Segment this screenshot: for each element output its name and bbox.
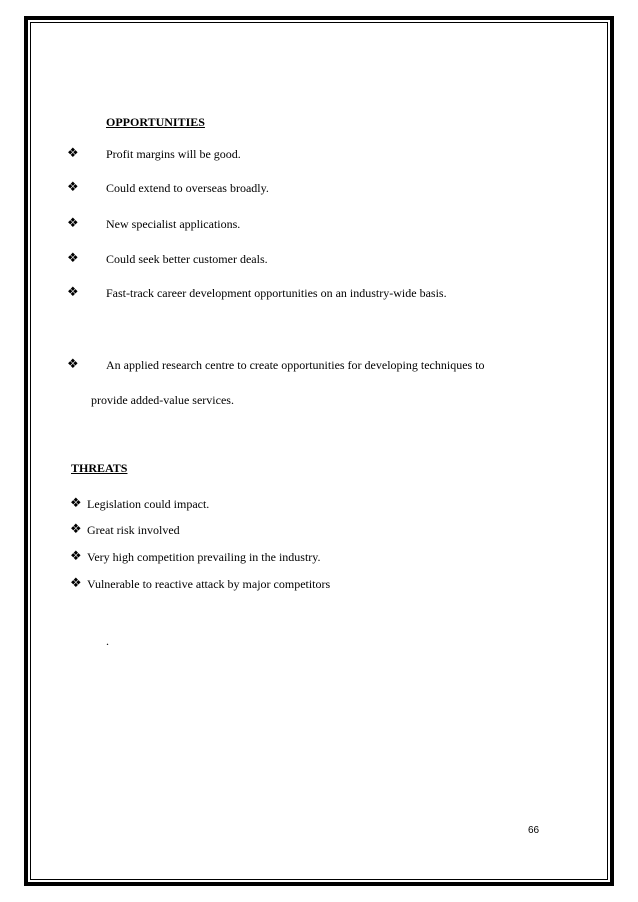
opportunity-item-6-continuation: provide added-value services. [91,393,234,407]
threat-item-2: Great risk involved [87,523,180,537]
threat-item-1: Legislation could impact. [87,497,210,511]
opportunity-item-1: Profit margins will be good. [106,147,241,161]
diamond-bullet-icon: ❖ [67,146,79,161]
opportunity-item-3: New specialist applications. [106,217,241,231]
trailing-period: . [106,634,109,648]
diamond-bullet-icon: ❖ [67,251,79,266]
opportunities-heading: OPPORTUNITIES [106,115,205,129]
opportunity-item-4: Could seek better customer deals. [106,252,268,266]
diamond-bullet-icon: ❖ [70,522,82,537]
diamond-bullet-icon: ❖ [67,216,79,231]
diamond-bullet-icon: ❖ [67,180,79,195]
diamond-bullet-icon: ❖ [70,496,82,511]
diamond-bullet-icon: ❖ [70,549,82,564]
threat-item-4: Vulnerable to reactive attack by major competitors [87,577,331,591]
threats-heading: THREATS [71,461,128,475]
opportunity-item-2: Could extend to overseas broadly. [106,181,269,195]
diamond-bullet-icon: ❖ [70,576,82,591]
threat-item-3: Very high competition prevailing in the industry. [87,550,321,564]
opportunity-item-6: An applied research centre to create opportunities for developing techniques to [106,358,485,372]
diamond-bullet-icon: ❖ [67,357,79,372]
opportunity-item-5: Fast-track career development opportunities on an industry-wide basis. [106,286,447,300]
diamond-bullet-icon: ❖ [67,285,79,300]
page-number: 66 [528,825,540,836]
